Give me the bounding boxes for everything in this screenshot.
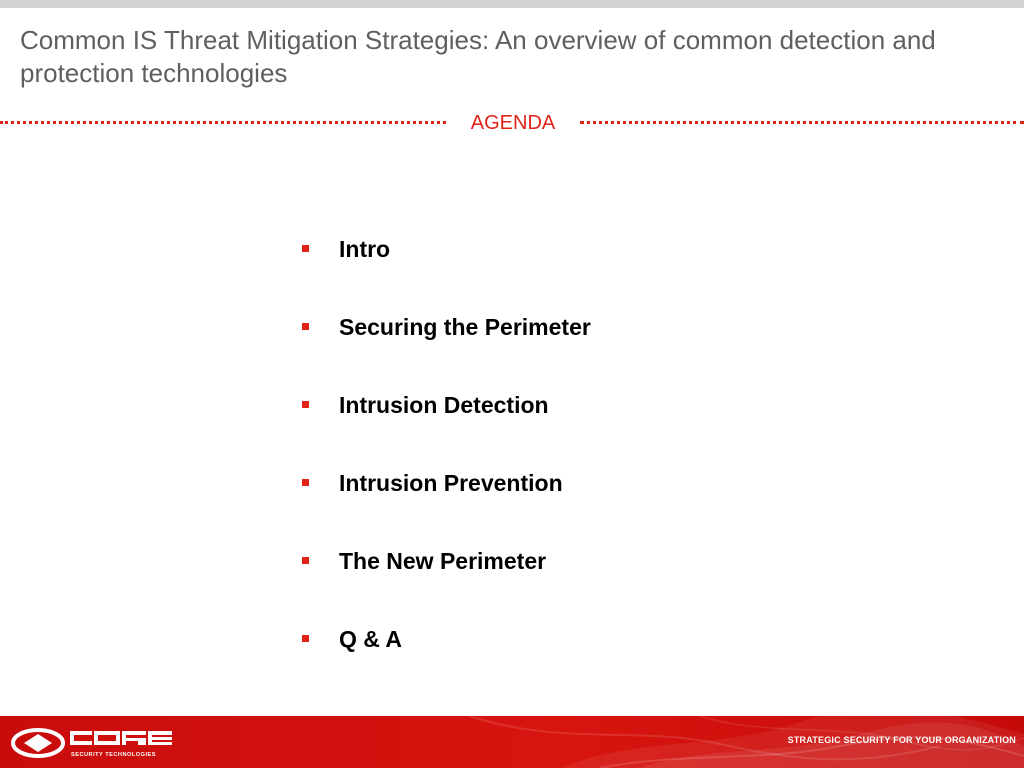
slide-title: Common IS Threat Mitigation Strategies: An overview of common detection and protection technologies — [20, 25, 936, 88]
agenda-item-label: Intrusion Prevention — [339, 470, 563, 496]
section-divider — [0, 110, 1024, 136]
section-label: AGENDA — [470, 112, 556, 134]
agenda-item-label: Securing the Perimeter — [339, 314, 591, 340]
agenda-item-label: The New Perimeter — [339, 548, 547, 574]
top-bar — [0, 0, 1024, 8]
square-bullet-icon — [302, 479, 309, 486]
footer-bar — [0, 716, 1024, 768]
footer-tagline: STRATEGIC SECURITY FOR YOUR ORGANIZATION — [787, 735, 1016, 745]
core-logo-icon — [10, 725, 180, 761]
agenda-item-label: Intro — [339, 236, 391, 262]
square-bullet-icon — [302, 401, 309, 408]
agenda-item-label: Intrusion Detection — [339, 392, 549, 418]
square-bullet-icon — [302, 557, 309, 564]
agenda-item-label: Q & A — [339, 626, 403, 652]
svg-text:SECURITY TECHNOLOGIES: SECURITY TECHNOLOGIES — [71, 752, 156, 758]
square-bullet-icon — [302, 245, 309, 252]
square-bullet-icon — [302, 635, 309, 642]
dotted-rule-left — [0, 121, 446, 124]
dotted-rule-right — [580, 121, 1024, 124]
square-bullet-icon — [302, 323, 309, 330]
